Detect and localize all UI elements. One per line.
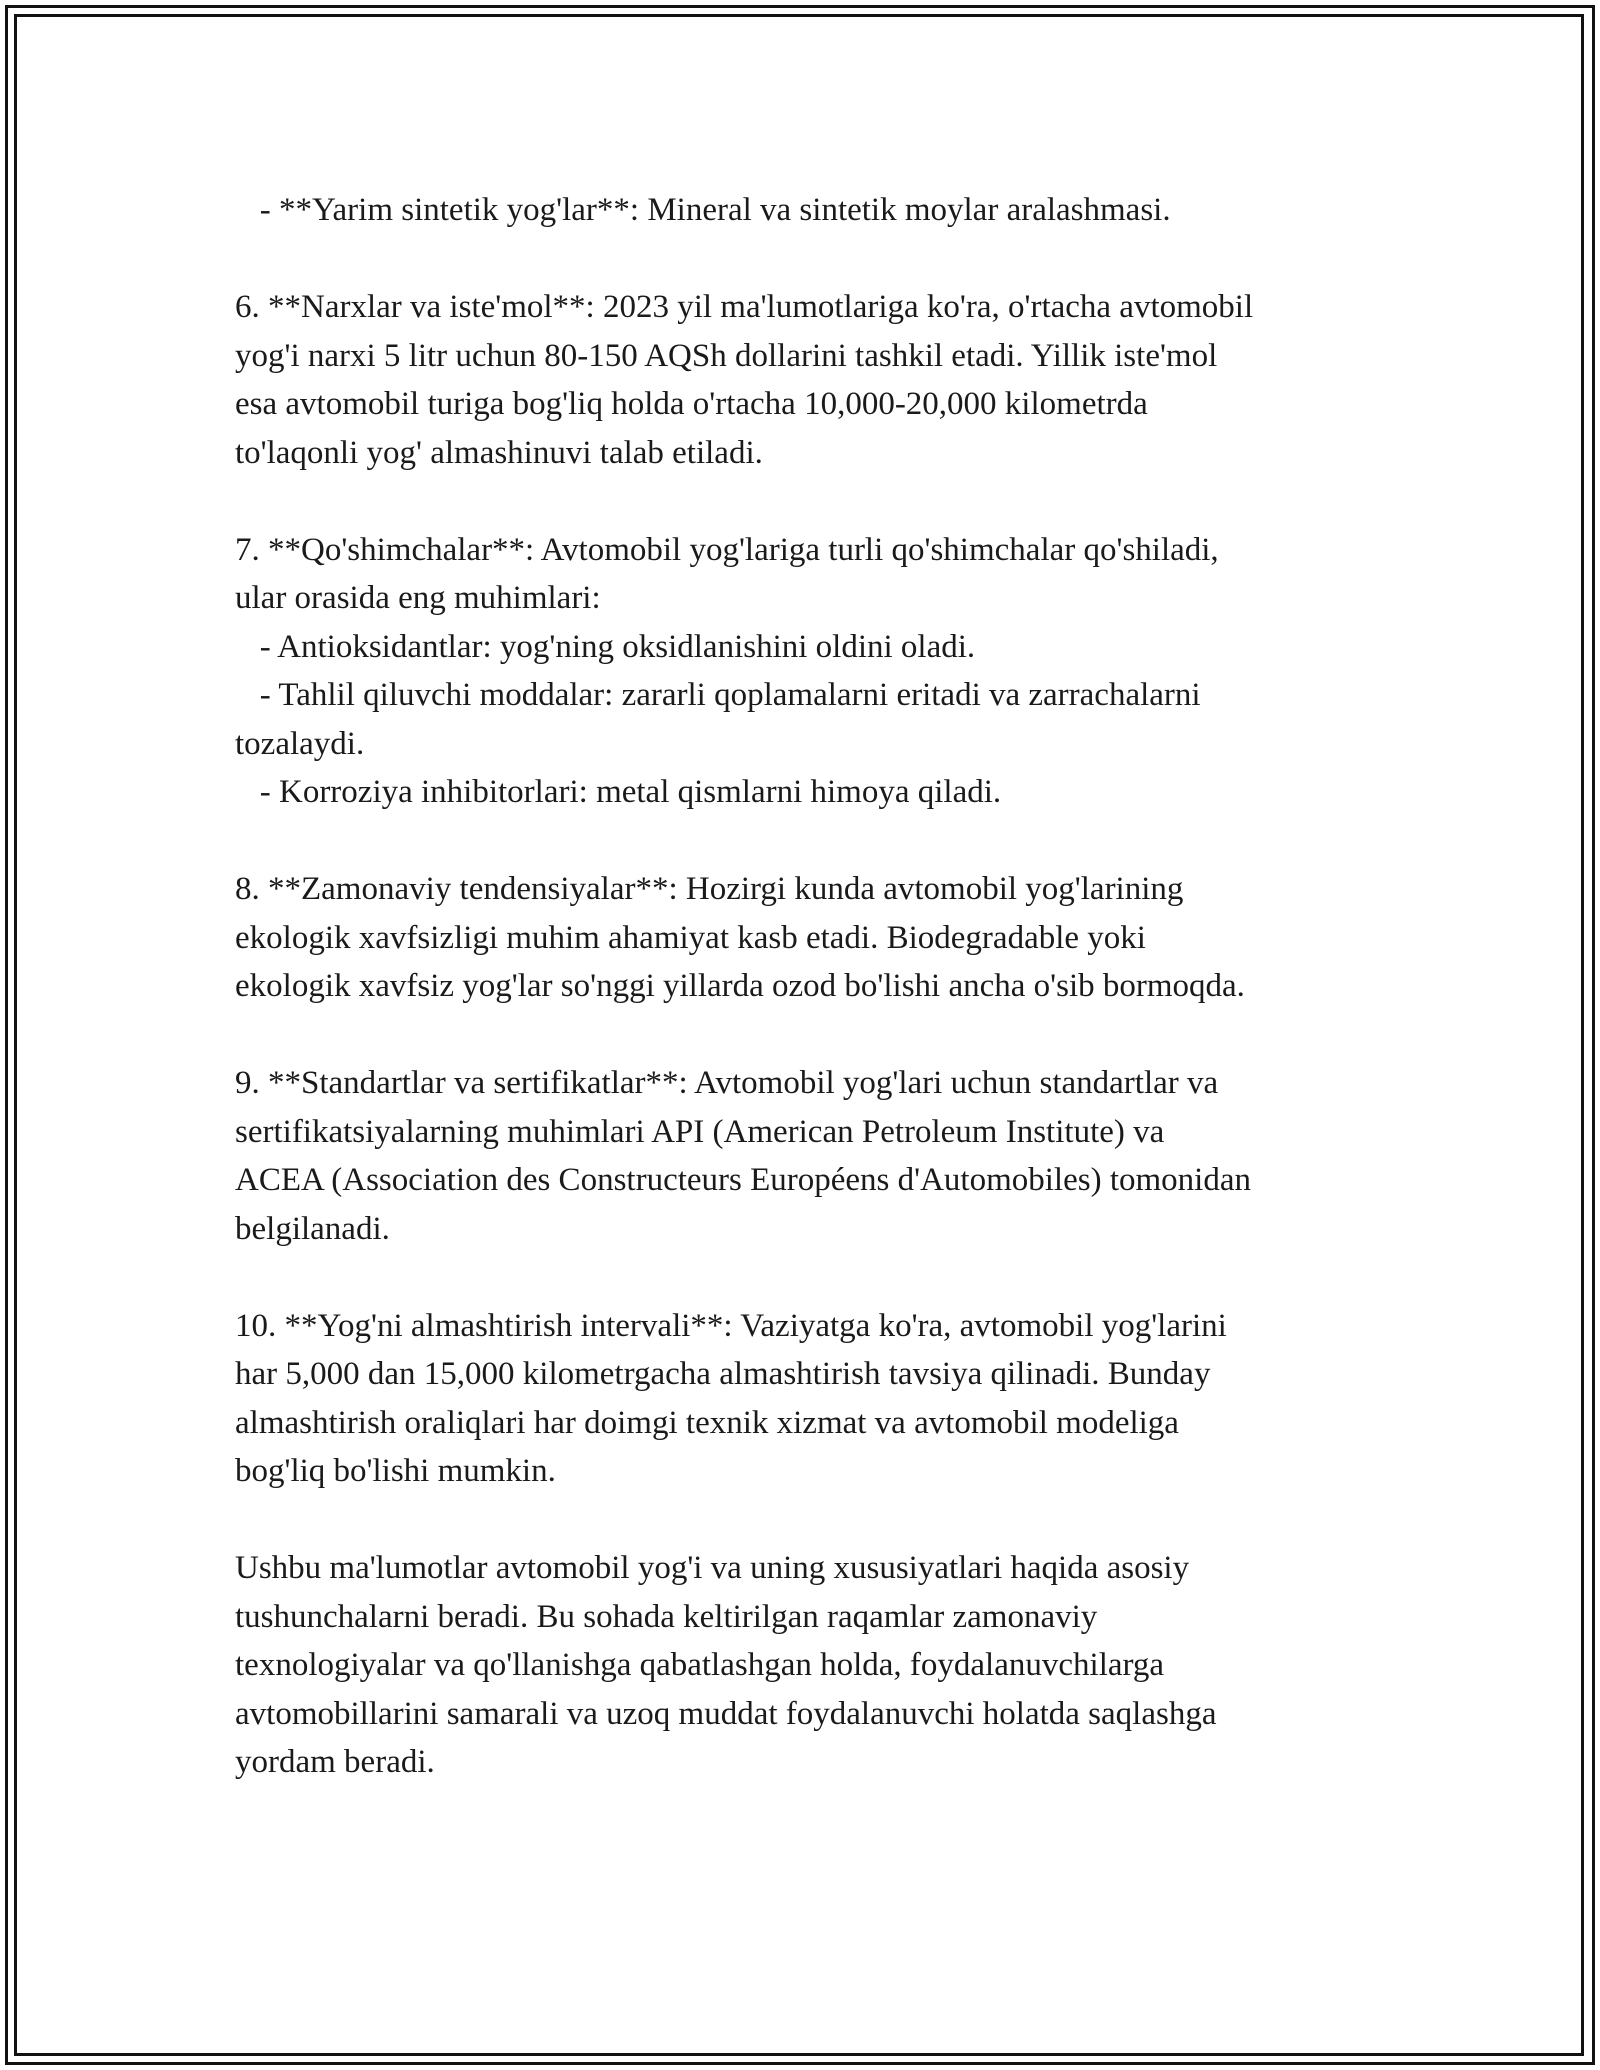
text-line: 9. **Standartlar va sertifikatlar**: Avtomobil yog'lari uchun standartlar va xyxy=(235,1065,1219,1101)
text-line: har 5,000 dan 15,000 kilometrgacha almashtirish tavsiya qilinadi. Bunday xyxy=(235,1356,1211,1392)
text-line: yordam beradi. xyxy=(235,1744,435,1780)
paragraph-yarim-sintetik xyxy=(235,186,1395,235)
paragraph-conclusion xyxy=(235,1544,1395,1787)
paragraph-item-7 xyxy=(235,526,1395,817)
paragraph-gap xyxy=(235,1011,1395,1060)
text-line: texnologiyalar va qo'llanishga qabatlashgan holda, foydalanuvchilarga xyxy=(235,1647,1165,1683)
text-line: ekologik xavfsiz yog'lar so'nggi yillarda ozod bo'lishi ancha o'sib bormoqda. xyxy=(235,968,1245,1004)
paragraph-item-10 xyxy=(235,1302,1395,1496)
text-line: ACEA (Association des Constructeurs Européens d'Automobiles) tomonidan xyxy=(235,1162,1251,1198)
paragraph-gap xyxy=(235,235,1395,284)
paragraph-gap xyxy=(235,477,1395,526)
text-line: - Antioksidantlar: yog'ning oksidlanishini oldini oladi. xyxy=(235,628,976,665)
text-line: avtomobillarini samarali va uzoq muddat foydalanuvchi holatda saqlashga xyxy=(235,1695,1217,1732)
text-line: 10. **Yog'ni almashtirish intervali**: Vaziyatga ko'ra, avtomobil yog'larini xyxy=(235,1307,1227,1344)
text-line: tushunchalarni beradi. Bu sohada keltirilgan raqamlar zamonaviy xyxy=(235,1598,1098,1635)
paragraph-item-6 xyxy=(235,283,1395,477)
document-body xyxy=(235,186,1395,1787)
text-line: bog'liq bo'lishi mumkin. xyxy=(235,1453,556,1489)
paragraph-gap xyxy=(235,1496,1395,1545)
text-line: 6. **Narxlar va iste'mol**: 2023 yil ma'lumotlariga ko'ra, o'rtacha avtomobil xyxy=(235,289,1254,325)
text-line: almashtirish oraliqlari har doimgi texnik xizmat va avtomobil modeliga xyxy=(235,1404,1179,1441)
paragraph-item-9 xyxy=(235,1059,1395,1253)
text-line: belgilanadi. xyxy=(235,1210,390,1247)
text-line: sertifikatsiyalarning muhimlari API (American Petroleum Institute) va xyxy=(235,1113,1165,1150)
text-line: - Tahlil qiluvchi moddalar: zararli qoplamalarni eritadi va zarrachalarni xyxy=(235,677,1201,713)
paragraph-gap xyxy=(235,1253,1395,1302)
text-line: to'laqonli yog' almashinuvi talab etiladi. xyxy=(235,434,763,471)
text-line: yog'i narxi 5 litr uchun 80-150 AQSh dollarini tashkil etadi. Yillik iste'mol xyxy=(235,337,1218,374)
text-line: 7. **Qo'shimchalar**: Avtomobil yog'lariga turli qo'shimchalar qo'shiladi, xyxy=(235,531,1219,568)
paragraph-item-8 xyxy=(235,865,1395,1011)
paragraph-gap xyxy=(235,817,1395,866)
text-line: Ushbu ma'lumotlar avtomobil yog'i va uning xususiyatlari haqida asosiy xyxy=(235,1550,1190,1586)
text-line: esa avtomobil turiga bog'liq holda o'rtacha 10,000-20,000 kilometrda xyxy=(235,386,1148,422)
text-line: - Korroziya inhibitorlari: metal qismlarni himoya qiladi. xyxy=(235,774,1002,810)
text-line: - **Yarim sintetik yog'lar**: Mineral va sintetik moylar aralashmasi. xyxy=(235,192,1171,228)
text-line: ular orasida eng muhimlari: xyxy=(235,580,601,616)
text-line: 8. **Zamonaviy tendensiyalar**: Hozirgi kunda avtomobil yog'larining xyxy=(235,871,1184,907)
text-line: ekologik xavfsizligi muhim ahamiyat kasb etadi. Biodegradable yoki xyxy=(235,919,1146,956)
text-line: tozalaydi. xyxy=(235,725,365,762)
